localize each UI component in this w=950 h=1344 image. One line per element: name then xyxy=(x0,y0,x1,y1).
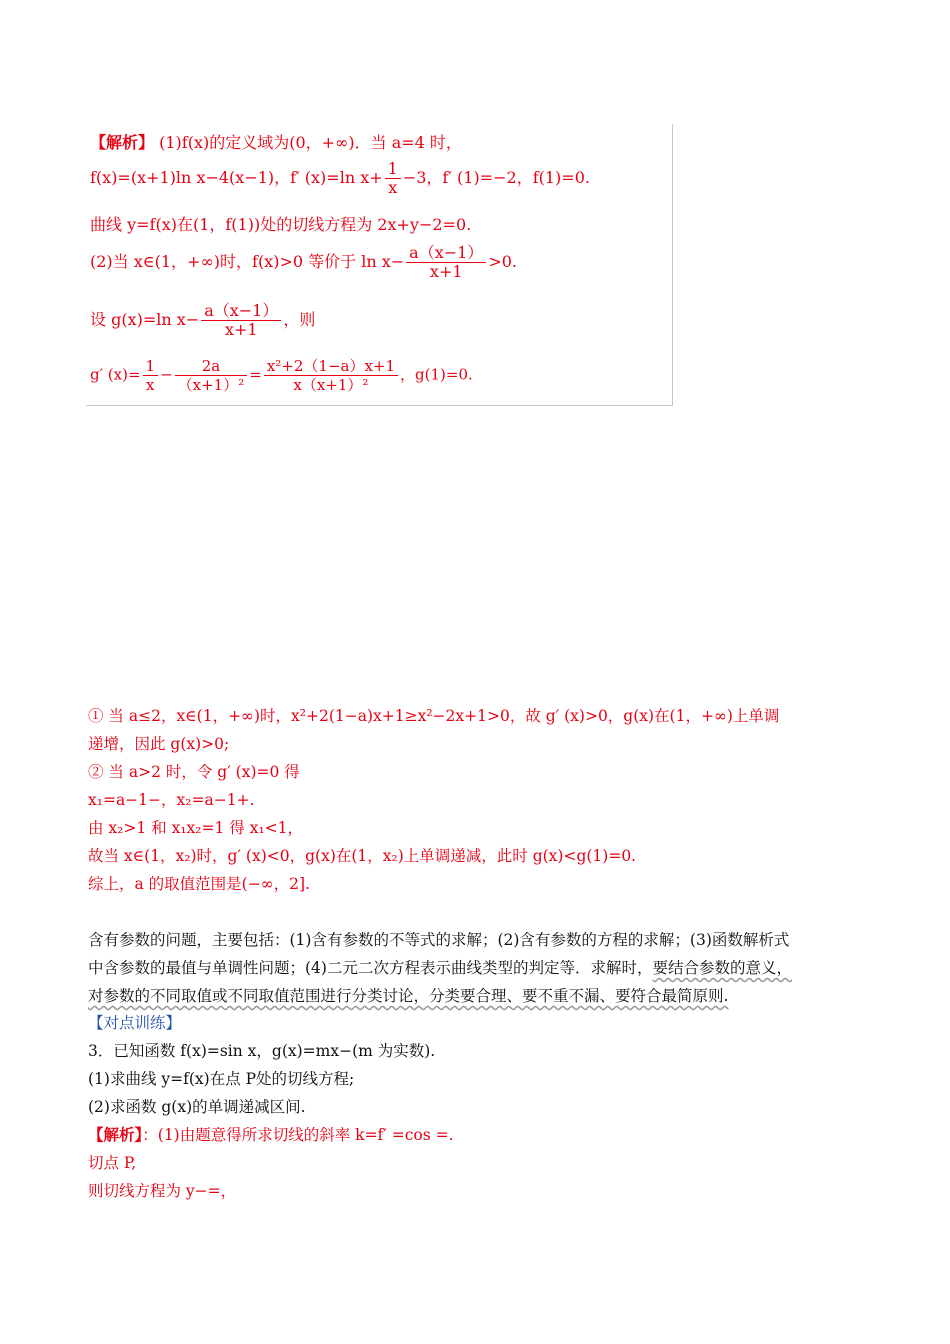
analysis-line-3: ② 当 a>2 时，令 g′ (x)=0 得 xyxy=(88,763,300,781)
fraction-denominator: （x+1）² xyxy=(177,376,245,394)
panel-text: g′ (x)= xyxy=(90,365,141,384)
fraction-numerator: 1 xyxy=(385,160,401,179)
training-header: 【对点训练】 xyxy=(88,1014,182,1032)
summary-text: 中含参数的最值与单调性问题；(4)二元二次方程表示曲线类型的判定等．求解时， xyxy=(88,959,653,977)
analysis-line-2: 递增，因此 g(x)>0; xyxy=(88,735,230,753)
answer-line-3: 则切线方程为 y−=， xyxy=(88,1182,237,1200)
fraction-numerator: a（x−1） xyxy=(406,244,486,263)
fraction xyxy=(201,302,281,339)
fraction xyxy=(175,357,248,394)
panel-text: (1)f(x)的定义域为(0，+∞)．当 a=4 时， xyxy=(159,133,462,152)
panel-text: 设 g(x)=ln x− xyxy=(90,310,200,329)
panel-line-3 xyxy=(90,212,471,235)
analysis-tag: 【解析】 xyxy=(90,133,155,152)
panel-line-2 xyxy=(90,160,590,197)
fraction xyxy=(143,357,159,394)
analysis-line-1: ① 当 a≤2，x∈(1，+∞)时，x²+2(1−a)x+1≥x²−2x+1>0，故 g′ (x)>0，g(x)在(1，+∞)上单调 xyxy=(88,707,780,725)
answer-line-2: 切点 P, xyxy=(88,1154,137,1172)
summary-line-2 xyxy=(88,956,792,978)
panel-text: 曲线 y=f(x)在(1，f(1))处的切线方程为 2x+y−2=0. xyxy=(90,215,472,234)
summary-text-wavy: 要结合参数的意义， xyxy=(652,959,792,977)
panel-text: (2)当 x∈(1，+∞)时，f(x)>0 等价于 ln x− xyxy=(90,252,405,271)
question-line-2: (1)求曲线 y=f(x)在点 P处的切线方程; xyxy=(88,1070,355,1088)
panel-line-5 xyxy=(90,302,315,339)
fraction-denominator: x+1 xyxy=(224,320,258,339)
panel-line-6 xyxy=(90,357,473,394)
fraction-denominator: x（x+1）² xyxy=(293,376,369,394)
fraction-denominator: x+1 xyxy=(429,262,463,281)
panel-line-4 xyxy=(90,244,517,281)
panel-text: ，g(1)=0. xyxy=(400,365,473,384)
fraction xyxy=(264,357,398,394)
panel-text: ，则 xyxy=(283,310,316,329)
solution-panel xyxy=(86,124,673,406)
fraction-numerator: x²+2（1−a）x+1 xyxy=(264,357,398,376)
fraction-denominator: x xyxy=(388,178,398,197)
fraction-numerator: 2a xyxy=(175,357,248,376)
fraction-numerator: 1 xyxy=(143,357,159,376)
question-line-3: (2)求函数 g(x)的单调递减区间. xyxy=(88,1098,306,1116)
question-line-1: 3．已知函数 f(x)=sin x，g(x)=mx−(m 为实数). xyxy=(88,1042,436,1060)
analysis-line-6: 故当 x∈(1，x₂)时，g′ (x)<0，g(x)在(1，x₂)上单调递减，此时 g(x)<g(1)=0. xyxy=(88,847,637,865)
answer-text: ：(1)由题意得所求切线的斜率 k=f′ =cos =. xyxy=(142,1126,454,1144)
panel-text: −3，f′ (1)=−2，f(1)=0. xyxy=(402,168,590,187)
panel-text: = xyxy=(249,365,262,384)
answer-tag: 【解析】 xyxy=(88,1125,143,1144)
fraction-numerator: a（x−1） xyxy=(201,302,281,321)
fraction xyxy=(406,244,486,281)
panel-line-1 xyxy=(90,130,462,153)
panel-text: >0. xyxy=(488,252,517,271)
summary-line-3: 对参数的不同取值或不同取值范围进行分类讨论，分类要合理、要不重不漏、要符合最简原则. xyxy=(88,987,729,1005)
analysis-line-7: 综上，a 的取值范围是(−∞，2]. xyxy=(88,875,310,893)
answer-line-1 xyxy=(88,1123,454,1145)
panel-text: f(x)=(x+1)ln x−4(x−1)，f′ (x)=ln x+ xyxy=(90,168,383,187)
fraction xyxy=(385,160,401,197)
summary-line-1: 含有参数的问题，主要包括：(1)含有参数的不等式的求解；(2)含有参数的方程的求解；(3)函数解析式 xyxy=(88,931,790,949)
fraction-denominator: x xyxy=(146,376,155,394)
panel-text: − xyxy=(160,365,173,384)
analysis-line-4: x₁=a−1−，x₂=a−1+. xyxy=(88,791,255,809)
analysis-line-5: 由 x₂>1 和 x₁x₂=1 得 x₁<1， xyxy=(88,819,304,837)
